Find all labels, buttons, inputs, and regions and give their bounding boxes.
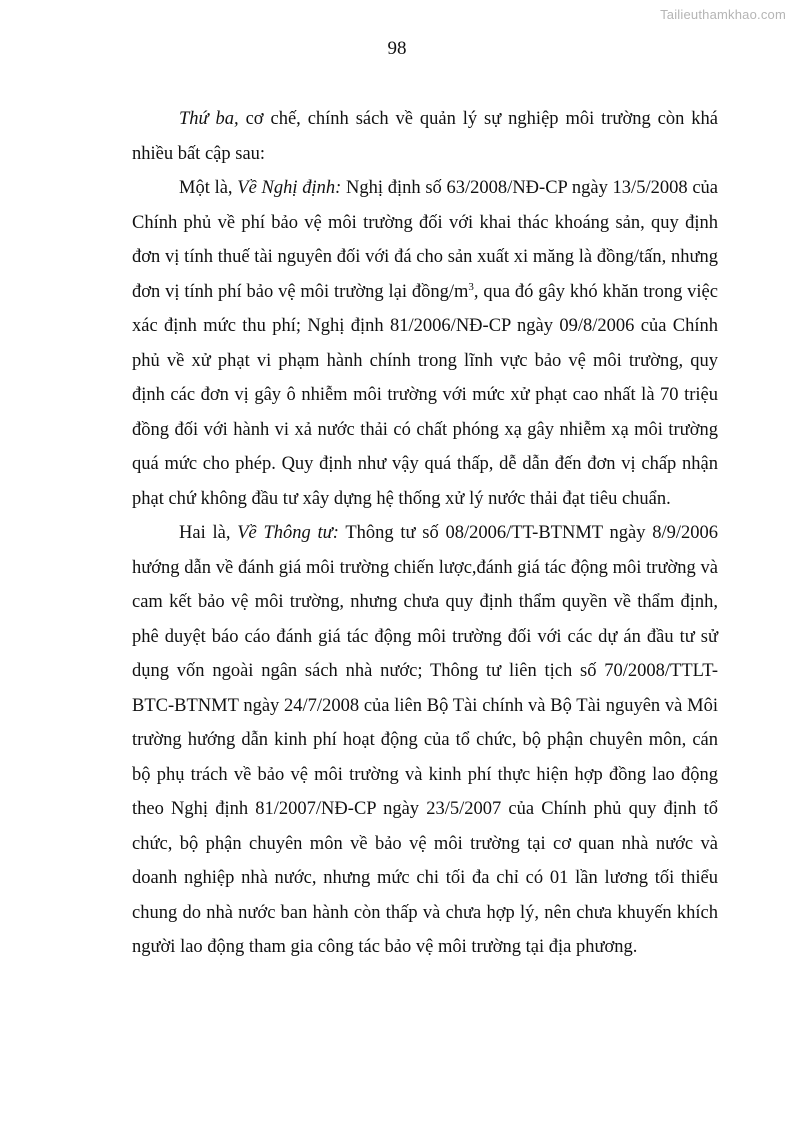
- paragraph-hai-la: [132, 516, 718, 965]
- paragraph-prefix: Một là,: [179, 178, 238, 198]
- paragraph-heading: Về Nghị định:: [237, 178, 342, 198]
- paragraph-text-continued: , qua đó gây khó khăn trong việc xác định mức thu phí; Nghị định 81/2006/NĐ-CP ngày 09/8/2006 của Chính phủ về xử phạt vi phạm hành chính trong lĩnh vực bảo vệ môi trường, quy định các đơn vị gây ô nhiễm môi trường với mức xử phạt cao nhất là 70 triệu đồng đối với hành vi xả nước thải có chất phóng xạ gây nhiễm xạ môi trường quá mức cho phép. Quy định như vậy quá thấp, dễ dẫn đến đơn vị chấp nhận phạt chứ không đầu tư xây dựng hệ thống xử lý nước thải đạt tiêu chuẩn.: [132, 281, 718, 509]
- paragraph-heading: Về Thông tư:: [237, 523, 339, 543]
- paragraph-text: Nghị định số 63/2008/NĐ-CP ngày 13/5/2008 của Chính phủ về phí bảo vệ môi trường đối với khai thác khoáng sản, quy định đơn vị tính thuế tài nguyên đối với đá cho sản xuất xi măng là đồng/tấn, nhưng đơn vị tính phí bảo vệ môi trường lại đồng/m: [132, 178, 718, 302]
- paragraph-mot-la: [132, 171, 718, 516]
- paragraph-prefix: Hai là,: [179, 523, 238, 543]
- paragraph-text: cơ chế, chính sách về quản lý sự nghiệp môi trường còn khá nhiều bất cập sau:: [132, 109, 718, 164]
- paragraph-lead: Thứ ba,: [179, 109, 239, 129]
- superscript-cubic: 3: [468, 280, 474, 293]
- watermark: Tailieuthamkhao.com: [660, 7, 786, 22]
- document-body: [132, 102, 718, 965]
- page-number: 98: [387, 38, 407, 59]
- paragraph-text: Thông tư số 08/2006/TT-BTNMT ngày 8/9/2006 hướng dẫn về đánh giá môi trường chiến lược,đánh giá tác động môi trường và cam kết bảo vệ môi trường, nhưng chưa quy định thẩm quyền về thẩm định, phê duyệt báo cáo đánh giá tác động môi trường đối với các dự án đầu tư sử dụng vốn ngoài ngân sách nhà nước; Thông tư liên tịch số 70/2008/TTLT-BTC-BTNMT ngày 24/7/2008 của liên Bộ Tài chính và Bộ Tài nguyên và Môi trường hướng dẫn kinh phí hoạt động của tổ chức, bộ phận chuyên môn, cán bộ phụ trách về bảo vệ môi trường và kinh phí thực hiện hợp đồng lao động theo Nghị định 81/2007/NĐ-CP ngày 23/5/2007 của Chính phủ quy định tổ chức, bộ phận chuyên môn về bảo vệ môi trường tại cơ quan nhà nước và doanh nghiệp nhà nước, nhưng mức chi tối đa chỉ có 01 lần lương tối thiểu chung do nhà nước ban hành còn thấp và chưa hợp lý, nên chưa khuyến khích người lao động tham gia công tác bảo vệ môi trường tại địa phương.: [132, 523, 718, 957]
- paragraph-thu-ba: [132, 102, 718, 171]
